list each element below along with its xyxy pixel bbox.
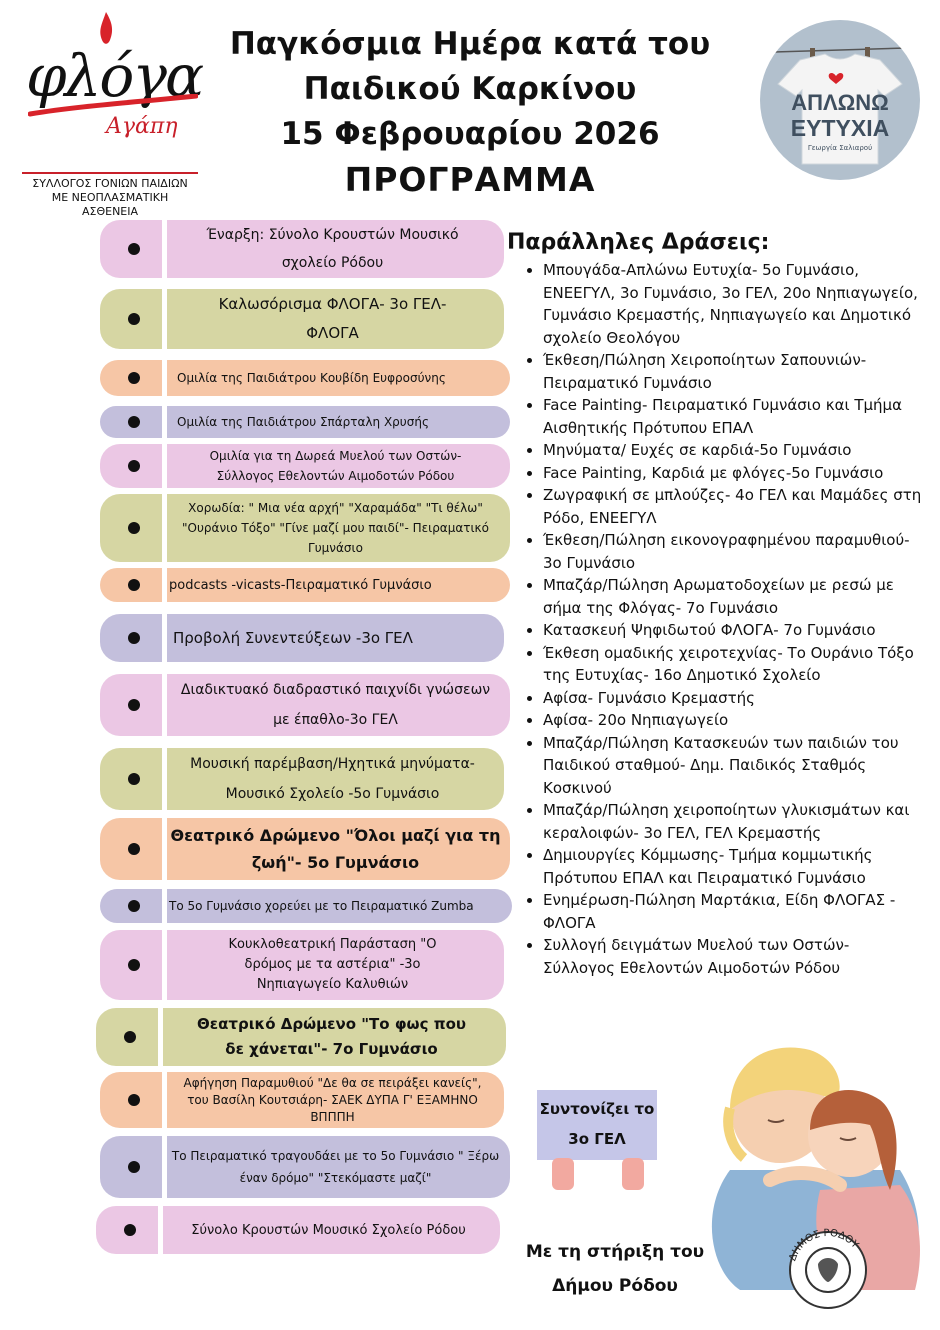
bullet-icon	[124, 1031, 136, 1043]
bullet-icon	[128, 699, 140, 711]
program-item	[100, 444, 510, 488]
program-item	[100, 748, 504, 810]
logo-subtitle: Αγάπη	[106, 114, 178, 139]
list-item: • Face Painting, Καρδιά με φλόγες-5ο Γυμνάσιο	[543, 462, 925, 485]
list-item: • Μπαζάρ/Πώληση Αρωματοδοχείων με ρεσώ με σήμα της Φλόγας- 7ο Γυμνάσιο	[543, 574, 925, 619]
bullet-icon	[128, 959, 140, 971]
list-item: • Μπαζάρ/Πώληση χειροποίητων γλυκισμάτων και κεραλοιφών- 3ο ΓΕΛ, ΓΕΛ Κρεμαστής	[543, 799, 925, 844]
program-item-text: Αφήγηση Παραμυθιού "Δε θα σε πειράξει κανείς", του Βασίλη Κουτσιάρη- ΣΑΕΚ ΔΥΠΑ Γ' ΕΞΑΜΗΝΟ ΒΠΠΠΗ	[183, 1075, 482, 1124]
bullet-icon	[128, 243, 140, 255]
bullet-icon	[124, 1224, 136, 1236]
list-item: • Μηνύματα/ Ευχές σε καρδιά-5ο Γυμνάσιο	[543, 439, 925, 462]
bullet-icon	[128, 1161, 140, 1173]
list-item: • Έκθεση/Πώληση εικονογραφημένου παραμυθιού- 3ο Γυμνάσιο	[543, 529, 925, 574]
program-item-text: Ομιλία της Παιδιάτρου Σπάρταλη Χρυσής	[177, 415, 429, 429]
list-item: • Ενημέρωση-Πώληση Μαρτάκια, Είδη ΦΛΟΓΑΣ - ΦΛΟΓΑ	[543, 889, 925, 934]
logo-caption-line2: ΜΕ ΝΕΟΠΛΑΣΜΑΤΙΚΗ ΑΣΘΕΝΕΙΑ	[51, 191, 169, 218]
support-line2: Δήμου Ρόδου	[552, 1276, 678, 1296]
program-item	[100, 1072, 504, 1128]
program-item	[96, 1206, 500, 1254]
title-line2: Παιδικού Καρκίνου	[303, 71, 637, 107]
program-item	[96, 1008, 506, 1066]
program-item-text: Καλωσόρισμα ΦΛΟΓΑ- 3ο ΓΕΛ- ΦΛΟΓΑ	[218, 295, 447, 342]
bullet-icon	[128, 632, 140, 644]
program-item	[100, 568, 510, 602]
bullet-icon	[128, 460, 140, 472]
program-item-text: Θεατρικό Δρώμενο "Το φως που δε χάνεται"- 7ο Γυμνάσιο	[196, 1015, 467, 1058]
coordinator-line2: 3ο ΓΕΛ	[568, 1130, 626, 1148]
list-item: • Αφίσα- Γυμνάσιο Κρεμαστής	[543, 687, 925, 710]
program-item-text: Σύνολο Κρουστών Μουσικό Σχολείο Ρόδου	[191, 1222, 466, 1238]
program-item	[100, 818, 510, 880]
bullet-icon	[128, 416, 140, 428]
seal-text: ΔΗΜΟΣ ΡΟΔΟΥ	[787, 1227, 861, 1263]
shirt-text-line2: ΕΥΤΥΧΙΑ	[790, 115, 890, 141]
bullet-icon	[128, 773, 140, 785]
bullet-icon	[128, 579, 140, 591]
logo-wordmark: φλόγα	[26, 42, 203, 110]
program-item-text: Μουσική παρέμβαση/Ηχητικά μηνύματα- Μουσικό Σχολείο -5ο Γυμνάσιο	[190, 756, 475, 802]
program-item	[100, 220, 504, 278]
program-item-text: Προβολή Συνεντεύξεων -3ο ΓΕΛ	[173, 629, 413, 647]
title-date: 15 Φεβρουαρίου 2026	[280, 116, 660, 152]
program-item-text: Χορωδία: " Μια νέα αρχή" "Χαραμάδα" "Τι θέλω" "Ουράνιο Τόξο" "Γίνε μαζί μου παιδί"- Πειραματικό Γυμνάσιο	[182, 501, 489, 555]
parallel-actions	[505, 230, 925, 979]
parallel-title: Παράλληλες Δράσεις:	[507, 230, 770, 255]
list-item: • Μπουγάδα-Απλώνω Ευτυχία- 5ο Γυμνάσιο, ΕΝΕΕΓΥΛ, 3ο Γυμνάσιο, 3ο ΓΕΛ, 20ο Νηπιαγωγείο, Γυμνάσιο Κρεμαστής, Νηπιαγωγείο και Δημοτικό σχολείο Θεολόγου	[543, 259, 925, 349]
program-item-text: Κουκλοθεατρική Παράσταση "Ο δρόμος με τα αστέρια" -3ο Νηπιαγωγείο Καλυθιών	[228, 937, 437, 992]
support-text	[520, 1235, 710, 1303]
hugging-children-illustration	[700, 1020, 930, 1320]
coordinator-sign	[537, 1090, 657, 1160]
bullet-icon	[128, 843, 140, 855]
bullet-icon	[128, 372, 140, 384]
logo-caption-line1: ΣΥΛΛΟΓΟΣ ΓΟΝΙΩΝ ΠΑΙΔΙΩΝ	[32, 177, 188, 190]
program-item-text: podcasts -vicasts-Πειραματικό Γυμνάσιο	[169, 577, 432, 593]
bullet-icon	[128, 522, 140, 534]
program-item-text: Ομιλία της Παιδιάτρου Κουβίδη Ευφροσύνης	[177, 371, 446, 385]
program-item	[100, 289, 504, 349]
bullet-icon	[128, 313, 140, 325]
program-item-text: Ομιλία για τη Δωρεά Μυελού των Οστών- Σύλλογος Εθελοντών Αιμοδοτών Ρόδου	[209, 449, 462, 483]
list-item: • Έκθεση/Πώληση Χειροποίητων Σαπουνιών- Πειραματικό Γυμνάσιο	[543, 349, 925, 394]
list-item: • Δημιουργίες Κόμμωσης- Τμήμα κομμωτικής Πρότυπου ΕΠΑΛ και Πειραματικό Γυμνάσιο	[543, 844, 925, 889]
program-item	[100, 674, 510, 736]
list-item: • Αφίσα- 20ο Νηπιαγωγείο	[543, 709, 925, 732]
program-item	[100, 360, 510, 396]
list-item: • Μπαζάρ/Πώληση Κατασκευών των παιδιών του Παιδικού σταθμού- Δημ. Παιδικός Σταθμός Κοσκινού	[543, 732, 925, 800]
list-item: • Κατασκευή Ψηφιδωτού ΦΛΟΓΑ- 7ο Γυμνάσιο	[543, 619, 925, 642]
coordinator-line1: Συντονίζει το	[539, 1100, 655, 1118]
list-item: • Ζωγραφική σε μπλούζες- 4ο ΓΕΛ και Μαμάδες στη Ρόδο, ΕΝΕΕΓΥΛ	[543, 484, 925, 529]
program-item-text: Διαδικτυακό διαδραστικό παιχνίδι γνώσεων με έπαθλο-3ο ΓΕΛ	[180, 682, 491, 728]
happiness-logo	[760, 20, 920, 180]
support-line1: Με τη στήριξη του	[525, 1242, 705, 1262]
shirt-text-line3: Γεωργία Σαλιαρού	[807, 144, 873, 152]
bullet-icon	[128, 1094, 140, 1106]
program-item	[100, 406, 510, 438]
program-item	[100, 494, 510, 562]
hands-icon	[546, 1158, 650, 1190]
parallel-list	[505, 259, 925, 979]
program-item-text: Θεατρικό Δρώμενο "Όλοι μαζί για τη ζωή"- 5ο Γυμνάσιο	[170, 826, 501, 872]
program-item-text: Έναρξη: Σύνολο Κρουστών Μουσικό σχολείο Ρόδου	[206, 227, 459, 271]
program-item	[100, 889, 512, 923]
program-item	[100, 614, 504, 662]
list-item: • Συλλογή δειγμάτων Μυελού των Οστών- Σύλλογος Εθελοντών Αιμοδοτών Ρόδου	[543, 934, 925, 979]
program-item-text: Το Πειραματικό τραγουδάει με το 5ο Γυμνάσιο " Ξέρω έναν δρόμο" "Στεκόμαστε μαζί"	[171, 1149, 500, 1185]
title-program: ΠΡΟΓΡΑΜΜΑ	[344, 160, 596, 199]
shirt-text-line1: ΑΠΛΩΝΩ	[791, 90, 889, 115]
list-item: • Face Painting- Πειραματικό Γυμνάσιο και Τμήμα Αισθητικής Πρότυπου ΕΠΑΛ	[543, 394, 925, 439]
program-item	[100, 1136, 510, 1198]
list-item: • Έκθεση ομαδικής χειροτεχνίας- Το Ουράνιο Τόξο της Ευτυχίας- 16ο Δημοτικό Σχολείο	[543, 642, 925, 687]
program-item	[100, 930, 504, 1000]
title-line1: Παγκόσμια Ημέρα κατά του	[229, 26, 711, 62]
program-item-text: Το 5ο Γυμνάσιο χορεύει με το Πειραματικό Zumba	[169, 899, 474, 913]
bullet-icon	[128, 900, 140, 912]
